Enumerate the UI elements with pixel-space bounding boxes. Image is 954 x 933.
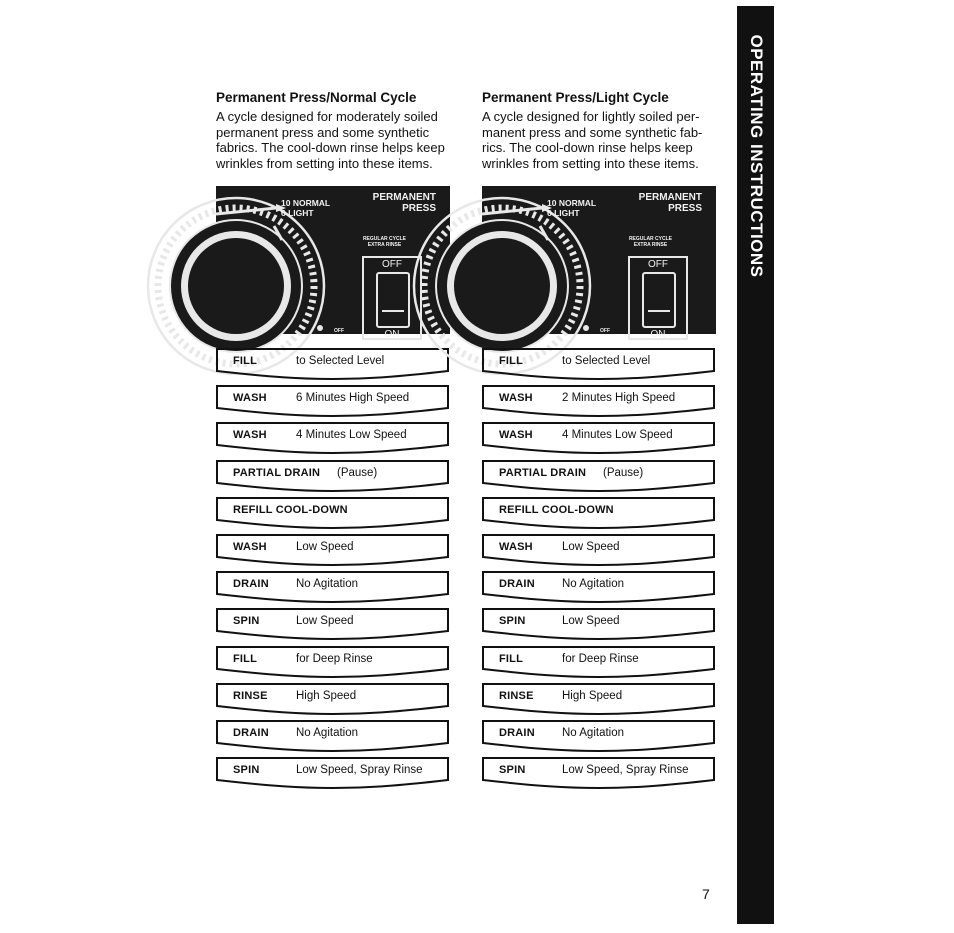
control-panel-illustration	[216, 186, 450, 340]
cycle-step	[216, 645, 450, 682]
step-detail: (Pause)	[603, 466, 644, 479]
dial-off-label: OFF	[600, 328, 610, 334]
step-detail: Low Speed, Spray Rinse	[562, 764, 689, 777]
cycle-step	[482, 347, 716, 384]
step-detail: No Agitation	[562, 726, 625, 739]
cycle-step	[482, 682, 716, 719]
step-name: FILL	[499, 652, 524, 665]
step-name: PARTIAL DRAIN	[499, 466, 587, 479]
knob-light-label: 6 LIGHT	[281, 208, 314, 218]
step-detail: Low Speed	[296, 615, 354, 628]
step-name: DRAIN	[233, 578, 269, 591]
step-detail: No Agitation	[562, 578, 625, 591]
step-detail: Low Speed, Spray Rinse	[296, 764, 423, 777]
step-detail: for Deep Rinse	[296, 652, 373, 665]
step-name: WASH	[499, 540, 533, 553]
cycle-step	[216, 570, 450, 607]
extra-rinse-button	[362, 256, 422, 340]
step-detail: Low Speed	[296, 540, 354, 553]
knob-normal-label: 10 NORMAL	[281, 198, 331, 208]
step-detail: 2 Minutes High Speed	[562, 392, 676, 405]
step-name: RINSE	[233, 689, 268, 702]
step-name: DRAIN	[499, 578, 535, 591]
step-detail: (Pause)	[337, 466, 378, 479]
step-detail: High Speed	[296, 689, 357, 702]
panel-title-line1: PERMANENT	[372, 192, 436, 203]
step-detail: for Deep Rinse	[562, 652, 639, 665]
control-panel-illustration	[482, 186, 716, 340]
extra-rinse-label: EXTRA RINSE	[633, 242, 668, 248]
step-detail: 6 Minutes High Speed	[296, 392, 410, 405]
step-name: DRAIN	[499, 726, 535, 739]
panel-subtitle	[363, 236, 406, 248]
cycle-step	[482, 533, 716, 570]
section-heading: Permanent Press/Normal Cycle	[216, 90, 417, 105]
panel-title	[639, 192, 702, 214]
step-name: WASH	[233, 392, 267, 405]
cycle-step	[482, 496, 716, 533]
panel-subtitle	[629, 236, 672, 248]
knob-light-label: 6 LIGHT	[547, 208, 580, 218]
cycle-step	[482, 756, 716, 793]
step-name: REFILL COOL-DOWN	[233, 503, 348, 516]
panel-title-line2: PRESS	[668, 203, 702, 214]
cycle-step	[216, 533, 450, 570]
step-detail: to Selected Level	[562, 355, 651, 367]
cycle-steps-list	[216, 347, 450, 793]
extra-rinse-label: EXTRA RINSE	[367, 242, 402, 248]
step-detail: Low Speed	[562, 540, 620, 553]
cycle-step	[482, 384, 716, 421]
button-on-label: ON	[384, 329, 400, 340]
side-tab-label: OPERATING INSTRUCTIONS	[746, 34, 766, 278]
step-detail: Low Speed	[562, 615, 620, 628]
extra-rinse-button	[628, 256, 688, 340]
cycle-step	[482, 719, 716, 756]
cycle-step	[216, 421, 450, 458]
dial-off-label: OFF	[334, 328, 344, 334]
panel-title	[373, 192, 436, 214]
cycle-step	[216, 756, 450, 793]
page-number: 7	[702, 886, 710, 902]
cycle-step	[216, 496, 450, 533]
regular-cycle-label: REGULAR CYCLE	[628, 236, 672, 242]
step-name: WASH	[499, 429, 533, 442]
knob-setting-labels	[281, 198, 330, 218]
regular-cycle-label: REGULAR CYCLE	[362, 236, 406, 242]
cycle-steps-list	[482, 347, 716, 793]
step-name: PARTIAL DRAIN	[233, 466, 321, 479]
cycle-step	[216, 384, 450, 421]
cycle-step	[482, 607, 716, 644]
cycle-step	[216, 607, 450, 644]
step-detail: 4 Minutes Low Speed	[296, 429, 407, 442]
step-name: SPIN	[233, 615, 260, 628]
step-name: REFILL COOL-DOWN	[499, 503, 614, 516]
step-name: FILL	[233, 355, 258, 367]
cycle-step	[216, 719, 450, 756]
panel-title-line1: PERMANENT	[638, 192, 702, 203]
step-name: SPIN	[233, 764, 260, 777]
step-detail: High Speed	[562, 689, 623, 702]
panel-title-line2: PRESS	[402, 203, 436, 214]
cycle-step	[482, 570, 716, 607]
section-description: A cycle designed for lightly soiled per- manent press and some synthetic fab- rics. The cool-down rinse helps keep wrinkles from setting into these items.	[482, 109, 703, 171]
knob-normal-label: 10 NORMAL	[547, 198, 597, 208]
step-name: DRAIN	[233, 726, 269, 739]
step-name: FILL	[233, 652, 258, 665]
cycle-step	[216, 347, 450, 384]
column-light-cycle	[482, 90, 722, 793]
step-detail: No Agitation	[296, 578, 359, 591]
rocker-switch-icon	[642, 272, 676, 328]
cycle-step	[216, 682, 450, 719]
step-name: SPIN	[499, 615, 526, 628]
step-detail: No Agitation	[296, 726, 359, 739]
cycle-step	[482, 459, 716, 496]
section-side-tab	[737, 6, 774, 924]
cycle-step	[482, 645, 716, 682]
step-name: WASH	[233, 540, 267, 553]
step-name: WASH	[233, 429, 267, 442]
knob-setting-labels	[547, 198, 596, 218]
step-name: WASH	[499, 392, 533, 405]
cycle-step	[216, 459, 450, 496]
button-on-label: ON	[650, 329, 666, 340]
step-name: RINSE	[499, 689, 534, 702]
rocker-switch-icon	[376, 272, 410, 328]
section-description: A cycle designed for moderately soiled permanent press and some synthetic fabrics. The cool-down rinse helps keep wrinkles from setting into these items.	[216, 109, 445, 171]
step-name: SPIN	[499, 764, 526, 777]
button-off-label: OFF	[382, 259, 402, 270]
step-detail: to Selected Level	[296, 355, 385, 367]
button-off-label: OFF	[648, 259, 668, 270]
section-heading: Permanent Press/Light Cycle	[482, 90, 669, 105]
cycle-step	[482, 421, 716, 458]
step-name: FILL	[499, 355, 524, 367]
column-normal-cycle	[216, 90, 456, 793]
step-detail: 4 Minutes Low Speed	[562, 429, 673, 442]
